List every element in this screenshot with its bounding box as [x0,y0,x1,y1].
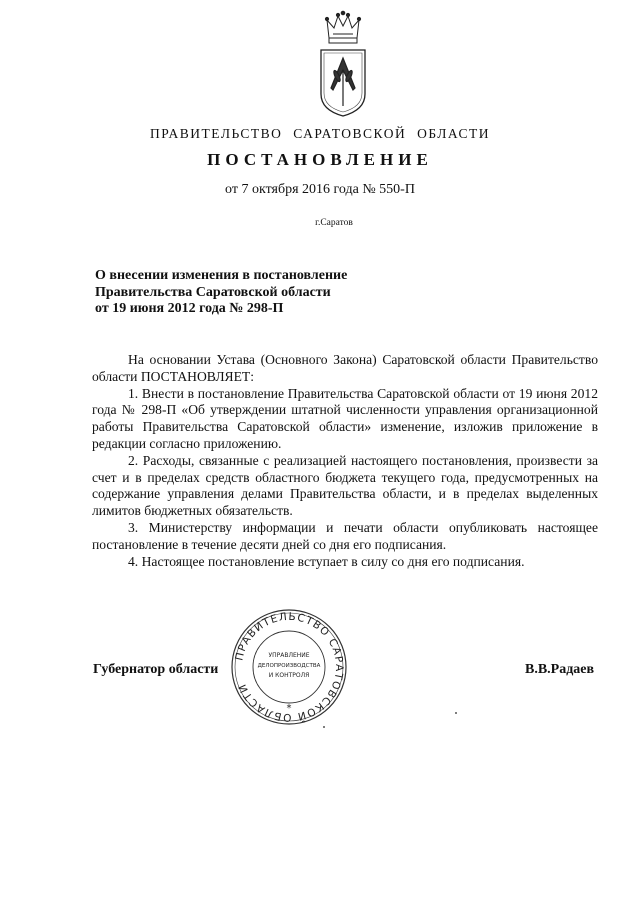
stamp-ring-text: ПРАВИТЕЛЬСТВО САРАТОВСКОЙ ОБЛАСТИ [233,610,346,724]
item-2-paragraph: 2. Расходы, связанные с реализацией настоящего постановления, произвести за счет и в пределах средств областного бюджета текущего года, предусмотренных на содержание управления делами Правительства области, и в пределах выделенных лимитов бюджетных обязательств. [92,452,598,519]
scan-speck [455,712,457,714]
subject-line: от 19 июня 2012 года № 298-П [95,301,284,316]
subject-line: Правительства Саратовской области [95,284,331,300]
signatory-name: В.В.Радаев [525,662,595,677]
item-3-paragraph: 3. Министерству информации и печати области опубликовать настоящее постановление в течение десяти дней со дня его подписания. [92,519,598,552]
stamp-star: * [286,703,292,714]
coat-of-arms-emblem [313,10,373,120]
stamp-center-line: УПРАВЛЕНИЕ [268,652,310,659]
government-name: ПРАВИТЕЛЬСТВО САРАТОВСКОЙ ОБЛАСТИ [150,126,490,141]
document-subject [95,268,347,318]
stamp-center-line: И КОНТРОЛЯ [268,672,310,679]
document-type-title: ПОСТАНОВЛЕНИЕ [207,150,433,169]
item-1-paragraph: 1. Внести в постановление Правительства Саратовской области от 19 июня 2012 года № 298-П «Об утверждении штатной численности управления организационной работы Правительства Саратовской области» изменение, изложив приложение в редакции согласно приложению. [92,385,598,451]
subject-line: О внесении изменения в постановление [95,268,348,283]
official-stamp-seal [229,607,349,727]
scan-speck [323,726,325,728]
item-4-paragraph: 4. Настоящее постановление вступает в силу со дня его подписания. [128,553,525,569]
date-and-number: от 7 октября 2016 года № 550-П [225,182,415,197]
city-name: г.Саратов [315,218,353,228]
signatory-title: Губернатор области [93,662,219,677]
preamble-paragraph: На основании Устава (Основного Закона) Саратовской области Правительство области ПОСТАНОВЛЯЕТ: [92,352,598,384]
document-body [92,352,598,570]
stamp-center-line: ДЕЛОПРОИЗВОДСТВА [257,663,321,669]
